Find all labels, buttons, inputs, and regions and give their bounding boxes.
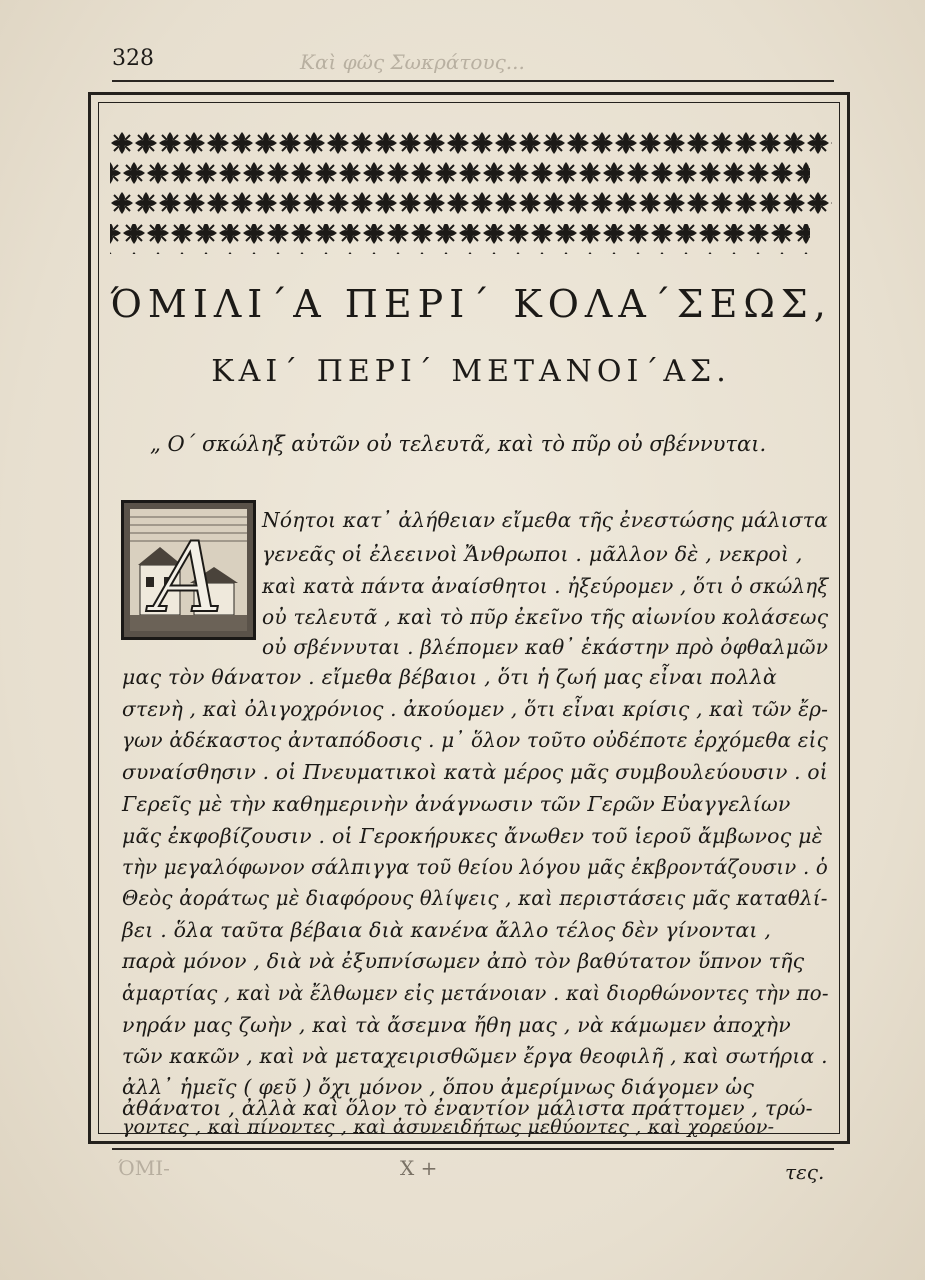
text-line: Θεὸς ἀοράτως μὲ διαφόρους θλίψεις , καὶ περιστάσεις μᾶς καταθλί- (122, 886, 828, 910)
text-line: γων ἀδέκαστος ἀνταπόδοσις . μ᾿ ὅλον τοῦτο οὐδέποτε ἐρχόμεθα εἰς (122, 728, 828, 752)
text-line: παρὰ μόνον , διὰ νὰ ἐξυπνίσωμεν ἀπὸ τὸν βαθύτατον ὕπνον τῆς (122, 949, 805, 973)
show-through-catch: ΌΜΙ- (118, 1156, 170, 1180)
text-line: βει . ὅλα ταῦτα βέβαια διὰ κανένα ἄλλο τέλος δὲν γίνονται , (122, 918, 772, 942)
text-line: τῶν κακῶν , καὶ νὰ μεταχειρισθῶμεν ἔργα θεοφιλῆ , καὶ σωτήρια . (122, 1044, 828, 1068)
page-number: 328 (112, 46, 154, 71)
text-line: οὐ τελευτᾶ , καὶ τὸ πῦρ ἐκεῖνο τῆς αἰωνίου κολάσεως (262, 605, 829, 629)
text-line: καὶ κατὰ πάντα ἀναίσθητοι . ἠξεύρομεν , ὅτι ὁ σκώληξ (262, 574, 829, 598)
drop-cap-letter: A (153, 522, 223, 634)
text-line: νηράν μας ζωὴν , καὶ τὰ ἄσεμνα ἤθη μας , νὰ κάμωμεν ἀποχὴν (122, 1013, 791, 1037)
sermon-subtitle: ΚΑΙ΄ ΠΕΡΙ΄ ΜΕΤΑΝΟΙ΄ΑΣ. (211, 354, 731, 389)
epigraph-quote: „ Ο΄ σκώληξ αὐτῶν οὐ τελευτᾶ, καὶ τὸ πῦρ οὐ σβέννυται. (150, 432, 767, 456)
text-line: μας τὸν θάνατον . εἴμεθα βέβαιοι , ὅτι ἡ ζωή μας εἶναι πολλὰ (122, 665, 777, 689)
text-line: Γερεῖς μὲ τὴν καθημερινὴν ἀνάγνωσιν τῶν Γερῶν Εὐαγγελίων (122, 792, 791, 816)
footer-rule (112, 1148, 834, 1150)
catchword: τες. (785, 1160, 825, 1184)
show-through-running-head: Καὶ φῶς Σωκράτους... (300, 50, 525, 74)
text-line: Νόητοι κατ᾿ ἀλήθειαν εἴμεθα τῆς ἐνεστώσης μάλιστα (262, 508, 828, 532)
text-line: οὐ σβέννυται . βλέπομεν καθ᾿ ἑκάστην πρὸ ὀφθαλμῶν (262, 635, 829, 659)
sermon-title: ΌΜΙΛΙ΄Α ΠΕΡΙ΄ ΚΟΛΑ΄ΣΕΩΣ, (110, 282, 832, 326)
text-line: ἁμαρτίας , καὶ νὰ ἔλθωμεν εἰς μετάνοιαν . καὶ διορθώνοντες τὴν πο- (122, 981, 829, 1005)
text-line: τὴν μεγαλόφωνον σάλπιγγα τοῦ θείου λόγου μᾶς ἐκβροντάζουσιν . ὁ (122, 855, 828, 879)
text-line: μᾶς ἐκφοβίζουσιν . οἱ Γεροκήρυκες ἄνωθεν τοῦ ἱεροῦ ἄμβωνος μὲ (122, 824, 823, 848)
text-line: ἀλλ᾿ ἡμεῖς ( φεῦ ) ὄχι μόνον , ὅπου ἀμερίμνως διάγομεν ὡς (122, 1075, 755, 1099)
signature-mark: X + (400, 1156, 438, 1180)
text-line: γενεᾶς οἱ ἐλεεινοὶ Ἄνθρωποι . μᾶλλον δὲ , νεκροὶ , (262, 542, 803, 566)
text-line: γοντες , καὶ πίνοντες , καὶ ἀσυνειδήτως μεθύοντες , καὶ χορεύον- (122, 1116, 775, 1138)
text-line: ἀθάνατοι , ἀλλὰ καὶ ὅλον τὸ ἐναντίον μάλιστα πράττομεν , τρώ- (122, 1096, 813, 1120)
text-line: συναίσθησιν . οἱ Πνευματικοὶ κατὰ μέρος μᾶς συμβουλεύουσιν . οἱ (122, 760, 828, 784)
text-line: στενὴ , καὶ ὀλιγοχρόνιος . ἀκούομεν , ὅτι εἶναι κρίσις , καὶ τῶν ἔρ- (122, 697, 829, 721)
